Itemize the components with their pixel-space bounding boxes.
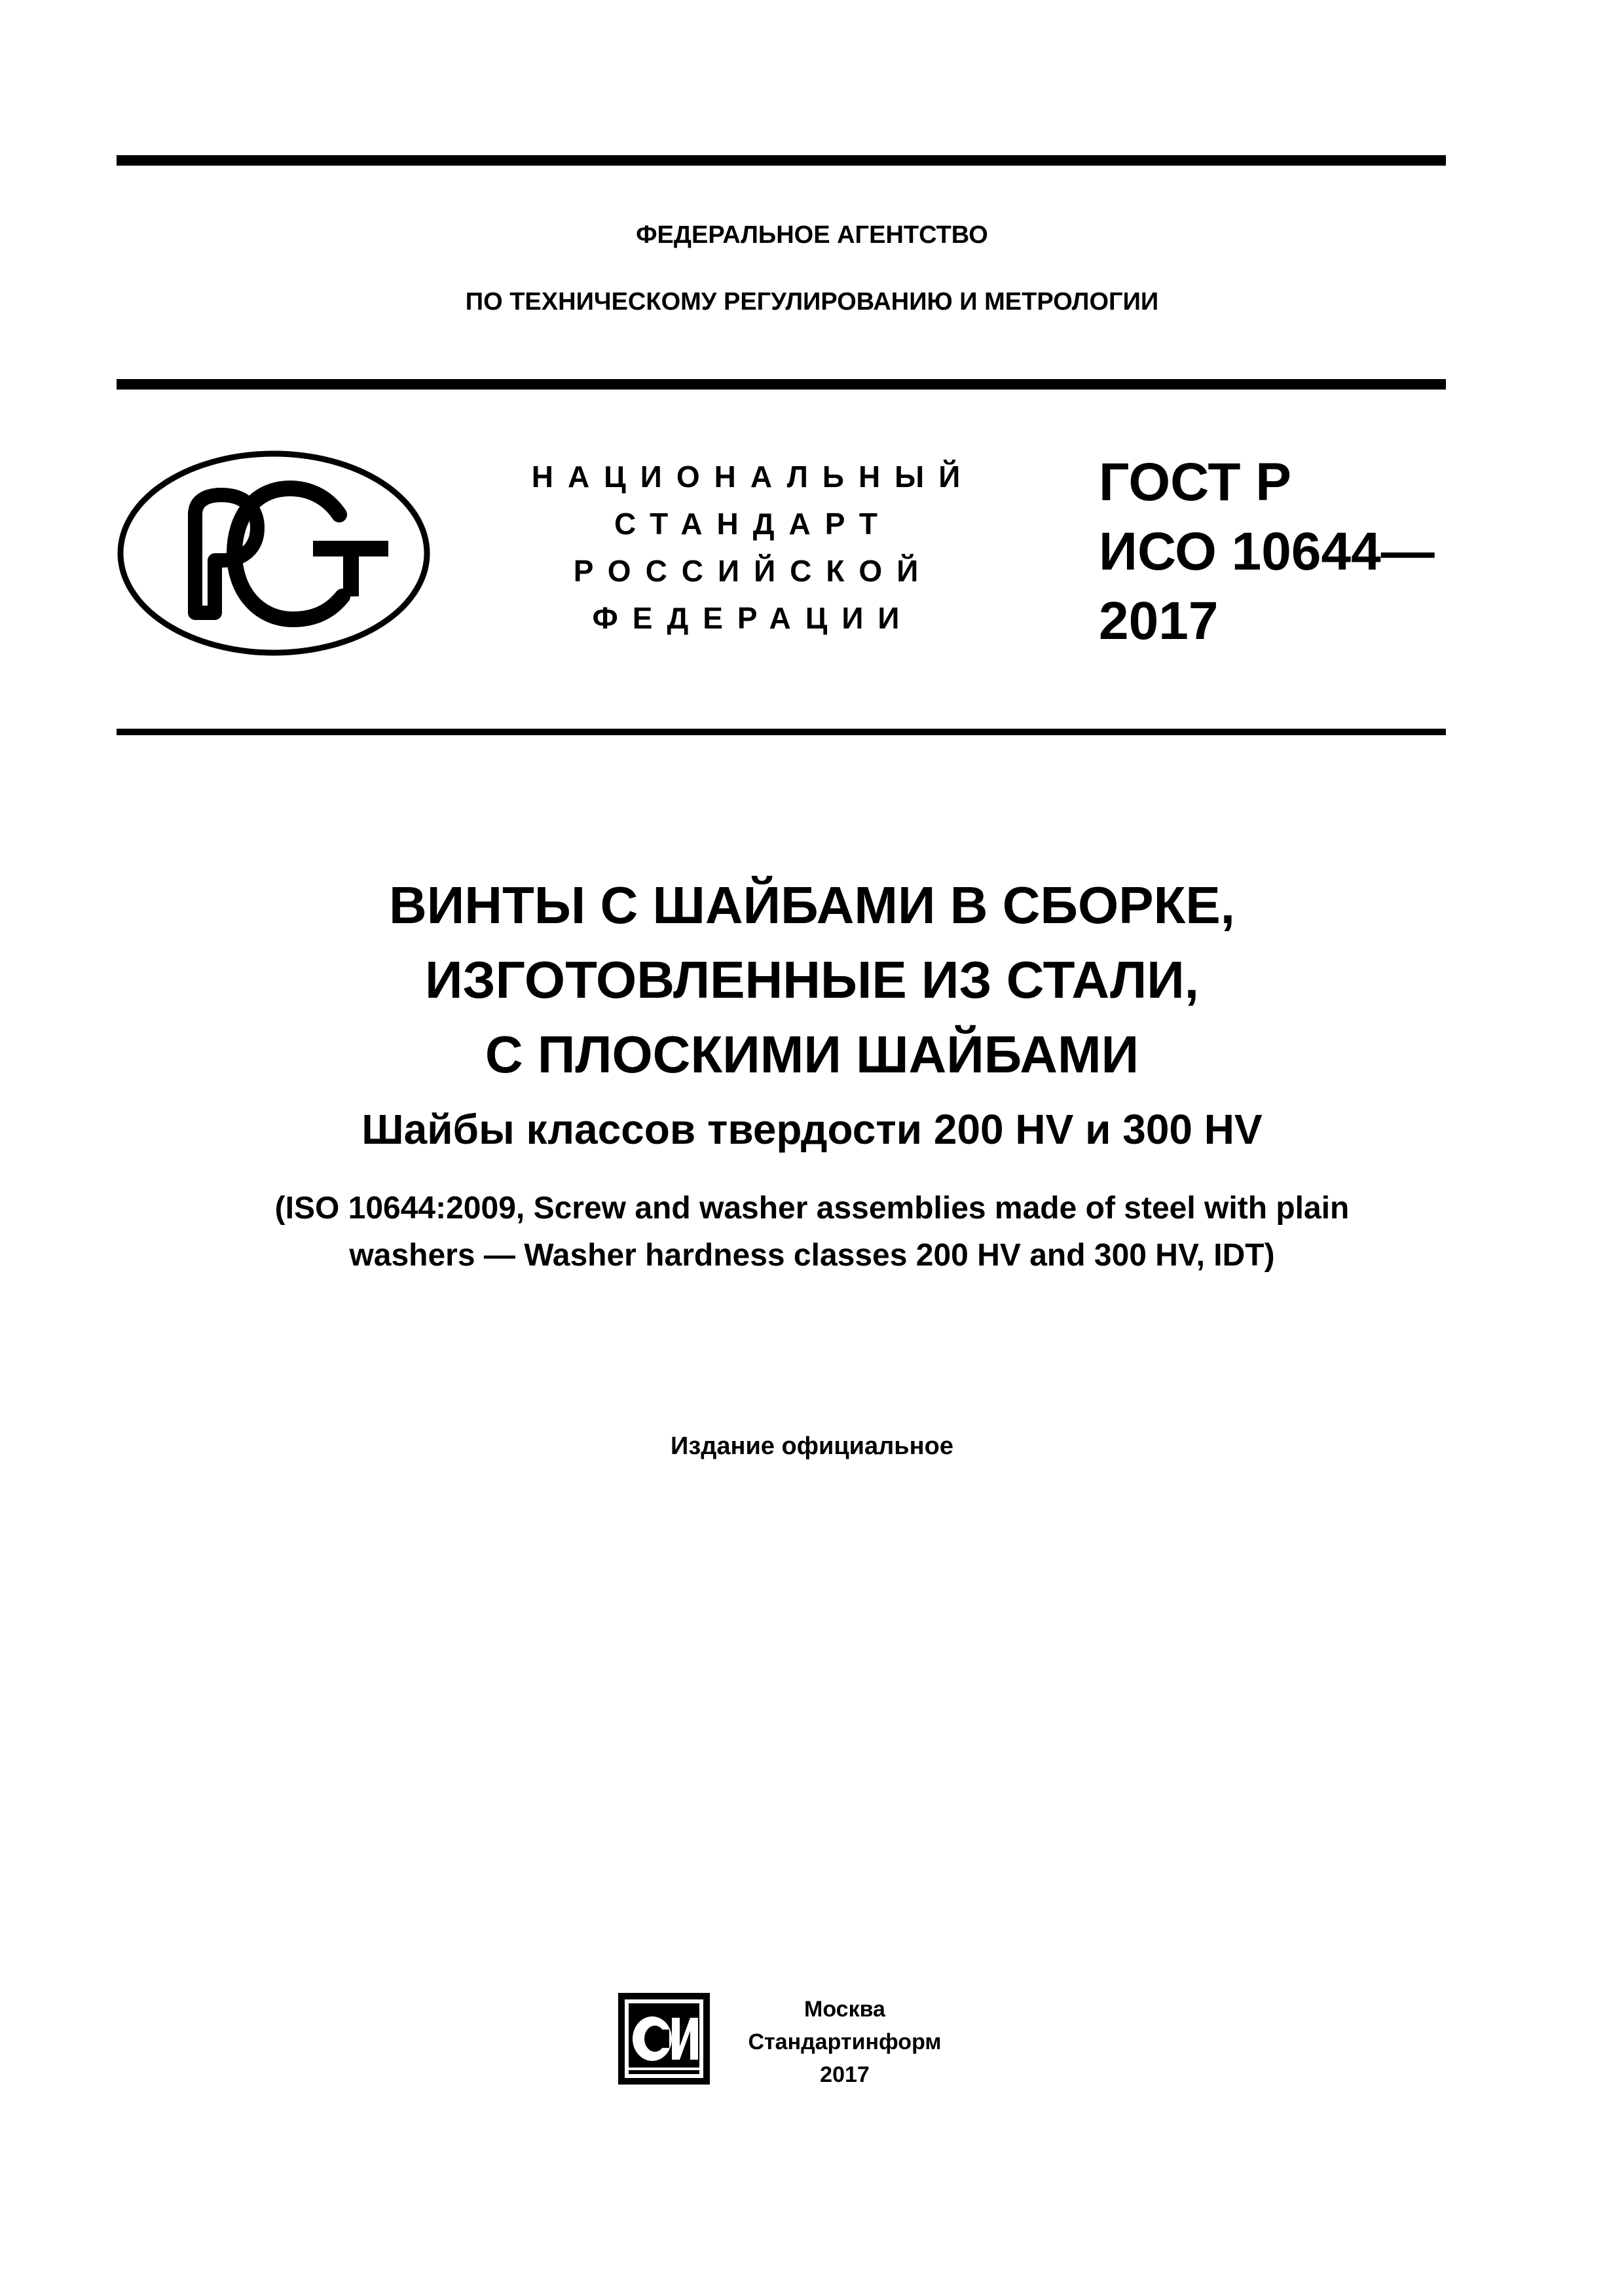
title-line-1: ВИНТЫ С ШАЙБАМИ В СБОРКЕ, bbox=[389, 876, 1235, 934]
standard-type-line-4: ФЕДЕРАЦИИ bbox=[592, 601, 914, 635]
standard-designation bbox=[1099, 448, 1435, 656]
designation-line-3: 2017 bbox=[1099, 591, 1219, 651]
document-subtitle: Шайбы классов твердости 200 HV и 300 HV bbox=[361, 1106, 1263, 1153]
designation-line-2: ИСО 10644— bbox=[1099, 522, 1435, 581]
agency-name-line-2: ПО ТЕХНИЧЕСКОМУ РЕГУЛИРОВАНИЮ И МЕТРОЛОГИИ bbox=[465, 288, 1159, 316]
title-divider bbox=[117, 729, 1446, 735]
publisher-info bbox=[727, 1993, 963, 2091]
publisher-year: 2017 bbox=[820, 2062, 870, 2087]
document-title bbox=[0, 868, 1624, 1092]
designation-line-1: ГОСТ Р bbox=[1099, 452, 1291, 512]
iso-reference-line-2: washers — Washer hardness classes 200 HV and 300 HV, IDT) bbox=[349, 1238, 1275, 1273]
agency-name-line-1: ФЕДЕРАЛЬНОЕ АГЕНТСТВО bbox=[636, 221, 988, 249]
rst-emblem-icon bbox=[117, 449, 431, 657]
iso-reference bbox=[0, 1185, 1624, 1279]
standard-type-line-1: НАЦИОНАЛЬНЫЙ bbox=[531, 460, 975, 494]
standard-type-line-3: РОССИЙСКОЙ bbox=[573, 554, 933, 588]
title-line-3: С ПЛОСКИМИ ШАЙБАМИ bbox=[485, 1025, 1139, 1084]
header-divider bbox=[117, 379, 1446, 390]
title-line-2: ИЗГОТОВЛЕННЫЕ ИЗ СТАЛИ, bbox=[424, 951, 1200, 1009]
iso-reference-line-1: (ISO 10644:2009, Screw and washer assemblies made of steel with plain bbox=[274, 1191, 1350, 1226]
rst-letter-t bbox=[313, 541, 388, 596]
publisher-city: Москва bbox=[804, 1997, 885, 2022]
publisher-name: Стандартинформ bbox=[748, 2030, 942, 2054]
edition-label: Издание официальное bbox=[671, 1432, 953, 1460]
top-divider bbox=[117, 155, 1446, 166]
standard-type-line-2: СТАНДАРТ bbox=[614, 507, 892, 541]
standard-type bbox=[524, 453, 982, 642]
si-publisher-logo-icon bbox=[616, 1990, 712, 2087]
